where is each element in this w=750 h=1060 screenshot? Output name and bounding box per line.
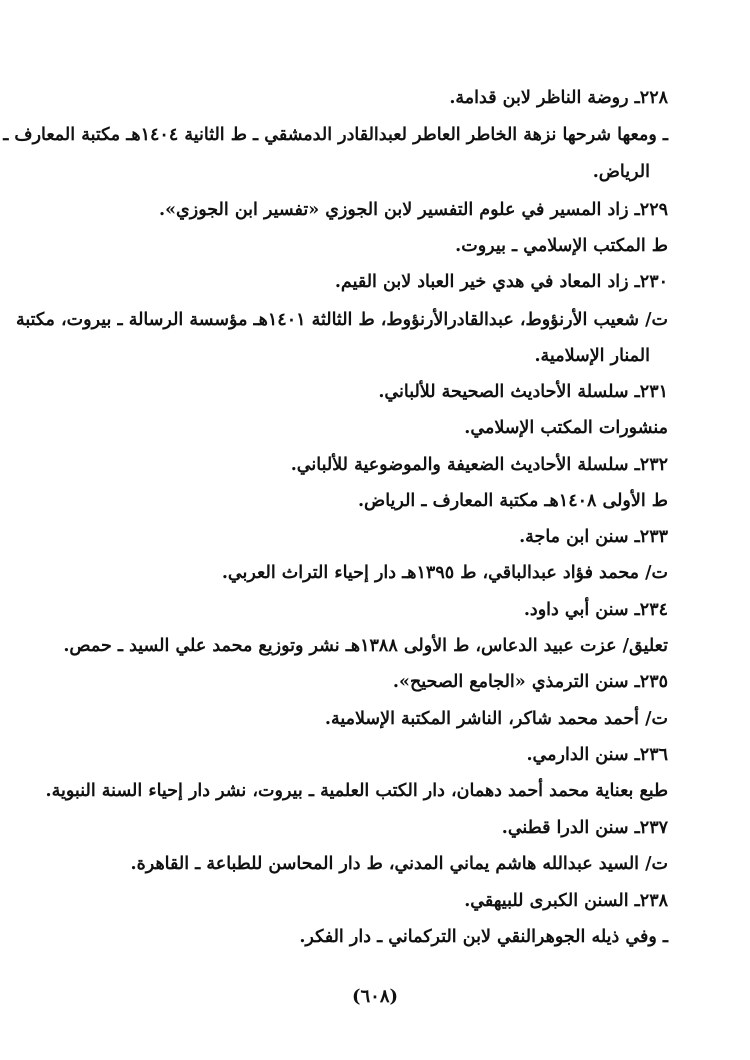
entry-236-title: ٢٣٦ـ سنن الدارمي. bbox=[526, 745, 668, 765]
page-number: (٦٠٨) bbox=[351, 986, 399, 1007]
entry-229-title: ٢٢٩ـ زاد المسير في علوم التفسير لابن الجوزي «تفسير ابن الجوزي». bbox=[159, 200, 668, 220]
entry-237-title: ٢٣٧ـ سنن الدرا قطني. bbox=[501, 818, 668, 838]
entry-236-publisher: طبع بعناية محمد أحمد دهمان، دار الكتب العلمية ـ بيروت، نشر دار إحياء السنة النبوية. bbox=[45, 781, 668, 801]
entry-231-title: ٢٣١ـ سلسلة الأحاديث الصحيحة للألباني. bbox=[378, 382, 668, 402]
entry-232-title: ٢٣٢ـ سلسلة الأحاديث الضعيفة والموضوعية للألباني. bbox=[290, 455, 668, 475]
entry-237-editor: ت/ السيد عبدالله هاشم يماني المدني، ط دار المحاسن للطباعة ـ القاهرة. bbox=[130, 854, 668, 874]
entry-234-editor: تعليق/ عزت عبيد الدعاس، ط الأولى ١٣٨٨هـ نشر وتوزيع محمد علي السيد ـ حمص. bbox=[63, 636, 668, 656]
entry-235-editor: ت/ أحمد محمد شاكر، الناشر المكتبة الإسلامية. bbox=[324, 709, 668, 729]
entry-228-note-line-1: ـ ومعها شرحها نزهة الخاطر العاطر لعبدالقادر الدمشقي ـ ط الثانية ١٤٠٤هـ مكتبة المعارف ـ bbox=[3, 125, 668, 145]
entry-232-publisher: ط الأولى ١٤٠٨هـ مكتبة المعارف ـ الرياض. bbox=[357, 491, 668, 511]
entry-231-publisher: منشورات المكتب الإسلامي. bbox=[464, 418, 668, 438]
entry-235-title: ٢٣٥ـ سنن الترمذي «الجامع الصحيح». bbox=[392, 672, 668, 692]
entry-228-title: ٢٢٨ـ روضة الناظر لابن قدامة. bbox=[449, 88, 668, 108]
entry-238-title: ٢٣٨ـ السنن الكبرى للبيهقي. bbox=[464, 891, 668, 911]
entry-228-note-line-2: الرياض. bbox=[592, 162, 650, 182]
entry-233-title: ٢٣٣ـ سنن ابن ماجة. bbox=[519, 527, 668, 547]
entry-230-editor-line-1: ت/ شعيب الأرنؤوط، عبدالقادرالأرنؤوط، ط الثالثة ١٤٠١هـ مؤسسة الرسالة ـ بيروت، مكتبة bbox=[15, 310, 668, 330]
entry-234-title: ٢٣٤ـ سنن أبي داود. bbox=[523, 600, 668, 620]
entry-230-editor-line-2: المنار الإسلامية. bbox=[534, 346, 650, 366]
entry-238-note: ـ وفي ذيله الجوهرالنقي لابن التركماني ـ دار الفكر. bbox=[299, 927, 668, 947]
entry-229-publisher: ط المكتب الإسلامي ـ بيروت. bbox=[455, 236, 668, 256]
entry-230-title: ٢٣٠ـ زاد المعاد في هدي خير العباد لابن القيم. bbox=[334, 272, 668, 292]
entry-233-editor: ت/ محمد فؤاد عبدالباقي، ط ١٣٩٥هـ دار إحياء التراث العربي. bbox=[221, 563, 668, 583]
